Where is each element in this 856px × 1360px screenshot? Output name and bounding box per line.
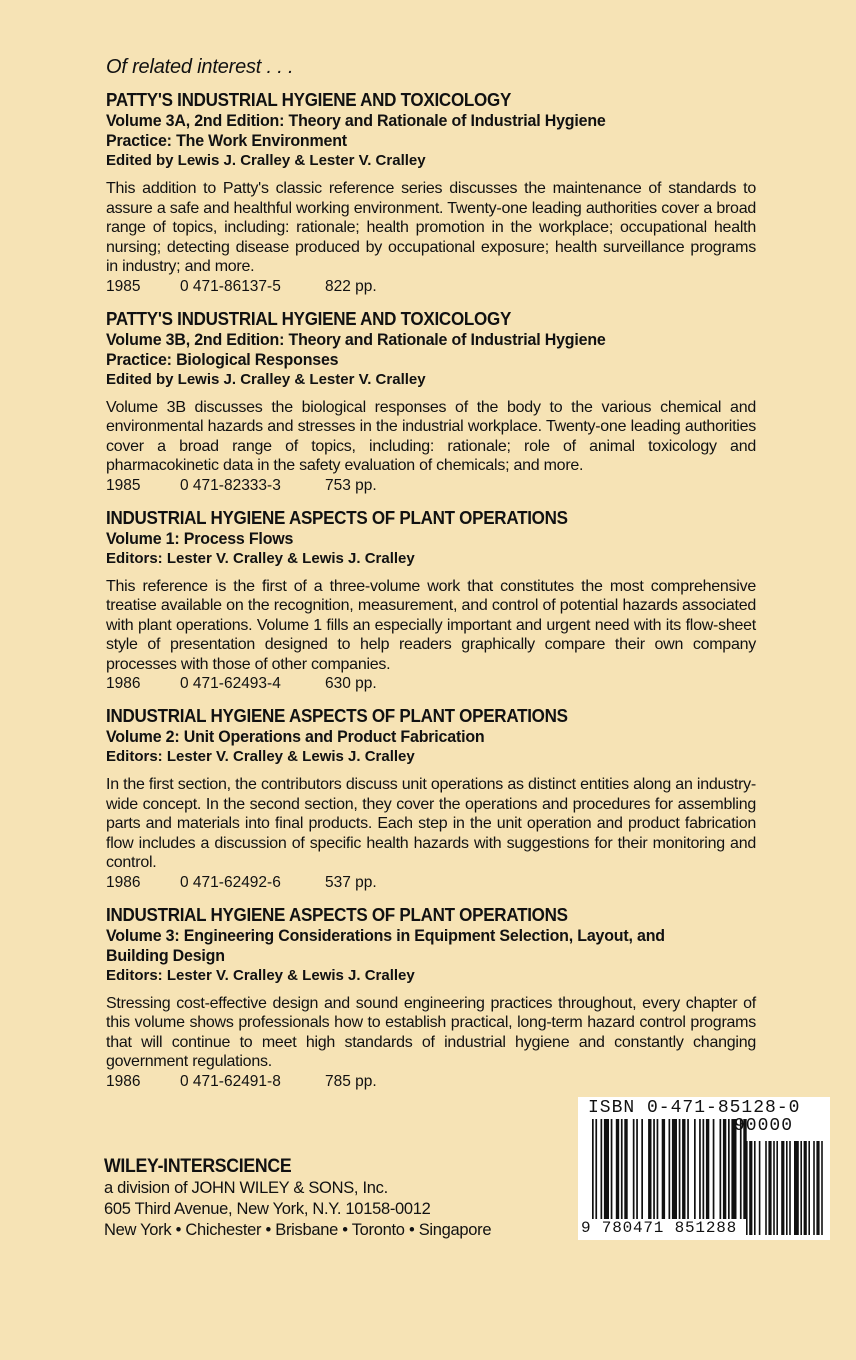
barcode-bar xyxy=(699,1119,701,1219)
barcode-bar xyxy=(713,1119,715,1219)
book-volume-title: Building Design xyxy=(106,945,225,965)
barcode-addon-bar xyxy=(821,1141,823,1235)
book-series-title: INDUSTRIAL HYGIENE ASPECTS OF PLANT OPERATIONS xyxy=(106,705,568,726)
barcode-addon-bar xyxy=(786,1141,788,1235)
barcode-bar xyxy=(636,1119,638,1219)
book-entry xyxy=(106,89,756,296)
barcode-bar xyxy=(720,1119,722,1219)
book-year: 1986 xyxy=(106,1072,141,1090)
publisher-block xyxy=(104,1155,491,1241)
book-year: 1985 xyxy=(106,277,141,295)
book-description: This reference is the first of a three-volume work that constitutes the most comprehensive treatise available on the recognition, measurement, and control of potential hazards associated with plant operations. Volume 1 fills an especially important and urgent need with its flow-sheet style of presentation designed to help readers graphically compare their own company processes with those of other companies. xyxy=(106,577,756,673)
barcode-addon-bar xyxy=(808,1141,810,1235)
barcode-bar xyxy=(687,1119,689,1219)
barcode-addon-bar xyxy=(794,1141,799,1235)
publisher-division: a division of JOHN WILEY & SONS, Inc. xyxy=(104,1179,388,1197)
book-series-title: PATTY'S INDUSTRIAL HYGIENE AND TOXICOLOGY xyxy=(106,89,512,110)
barcode-bar xyxy=(595,1119,597,1219)
barcode-bar xyxy=(679,1119,681,1219)
book-pages: 753 pp. xyxy=(325,476,377,494)
book-volume-title: Practice: The Work Environment xyxy=(106,131,347,150)
book-pages: 630 pp. xyxy=(325,675,377,692)
book-editors: Edited by Lewis J. Cralley & Lester V. Cralley xyxy=(106,370,426,388)
barcode-bar xyxy=(621,1119,623,1219)
book-year: 1986 xyxy=(106,675,141,692)
barcode-price-code: 90000 xyxy=(734,1116,794,1136)
barcode-addon-bar xyxy=(789,1141,791,1235)
book-volume-title: Volume 3A, 2nd Edition: Theory and Rationale of Industrial Hygiene xyxy=(106,111,606,130)
book-editors: Editors: Lester V. Cralley & Lewis J. Cralley xyxy=(106,748,415,765)
barcode-bar xyxy=(648,1119,651,1219)
barcode-addon-bar xyxy=(804,1141,807,1235)
barcode-bar xyxy=(706,1119,709,1219)
book-publication-info xyxy=(106,476,756,495)
book-entry xyxy=(106,507,756,694)
barcode-bar xyxy=(653,1119,655,1219)
barcode-addon-bar xyxy=(749,1141,752,1235)
book-series-title: INDUSTRIAL HYGIENE ASPECTS OF PLANT OPERATIONS xyxy=(106,903,568,925)
barcode-bar xyxy=(641,1119,643,1219)
publisher-address: 605 Third Avenue, New York, N.Y. 10158-0012 xyxy=(104,1200,431,1218)
book-series-title: INDUSTRIAL HYGIENE ASPECTS OF PLANT OPERATIONS xyxy=(106,506,568,528)
book-editors: Edited by Lewis J. Cralley & Lester V. Cralley xyxy=(106,152,426,169)
barcode-bar xyxy=(669,1119,671,1219)
barcode-addon-bar xyxy=(746,1141,748,1235)
book-editors: Editors: Lester V. Cralley & Lewis J. Cralley xyxy=(106,966,415,984)
barcode-addon-bar xyxy=(776,1141,778,1235)
book-volume-title: Practice: Biological Responses xyxy=(106,349,339,369)
book-list xyxy=(106,89,756,1091)
book-isbn: 0 471-62491-8 xyxy=(180,1072,281,1090)
barcode-bar xyxy=(604,1119,609,1219)
publisher-name: WILEY-INTERSCIENCE xyxy=(104,1156,292,1177)
barcode-bar xyxy=(633,1119,635,1219)
barcode-bar xyxy=(662,1119,665,1219)
barcode-ean-digits: 9 780471 851288 xyxy=(581,1219,738,1237)
book-publication-info xyxy=(106,674,756,693)
publisher-cities: New York • Chichester • Brisbane • Toronto • Singapore xyxy=(104,1221,492,1239)
book-entry xyxy=(106,308,756,495)
book-pages: 537 pp. xyxy=(325,873,377,891)
barcode-bar xyxy=(682,1119,685,1219)
book-volume-title: Volume 2: Unit Operations and Product Fabrication xyxy=(106,727,485,746)
barcode-isbn-label: ISBN 0-471-85128-0 xyxy=(588,1098,801,1118)
barcode-bar xyxy=(657,1119,659,1219)
book-publication-info xyxy=(106,1072,756,1091)
barcode-addon-bar xyxy=(773,1141,775,1235)
book-volume-title: Volume 3: Engineering Considerations in Equipment Selection, Layout, and xyxy=(106,925,665,945)
barcode-bar xyxy=(601,1119,603,1219)
barcode-addon-bar xyxy=(800,1141,802,1235)
book-series-title: PATTY'S INDUSTRIAL HYGIENE AND TOXICOLOGY xyxy=(106,307,512,329)
barcode-bar xyxy=(592,1119,594,1219)
barcode-bar xyxy=(723,1119,726,1219)
book-description: Stressing cost-effective design and sound engineering practices throughout, every chapter of this volume shows professionals how to establish practical, long-term hazard control programs that will continue to meet high standards of industrial hygiene and constantly changing government regulations. xyxy=(106,994,756,1070)
book-description: Volume 3B discusses the biological responses of the body to the various chemical and environmental hazards and stresses in the industrial workplace. Twenty-one leading authorities cover a broad range of topics, including: rationale; role of animal toxicology and pharmacokinetic data in the safety evaluation of chemicals; and more. xyxy=(106,398,756,474)
barcode-bar xyxy=(728,1119,730,1219)
barcode-bar xyxy=(611,1119,613,1219)
related-titles xyxy=(106,56,756,1103)
barcode-addon-bar xyxy=(768,1141,771,1235)
book-editors: Editors: Lester V. Cralley & Lewis J. Cralley xyxy=(106,549,415,567)
book-publication-info xyxy=(106,873,756,892)
barcode-addon-bar xyxy=(759,1141,761,1235)
barcode-addon-bar xyxy=(754,1141,756,1235)
book-isbn: 0 471-62492-6 xyxy=(180,873,281,891)
book-year: 1985 xyxy=(106,476,141,494)
book-description: In the first section, the contributors discuss unit operations as distinct entities along an industry-wide concept. In the second section, they cover the operations and procedures for assembling parts and materials into final products. Each step in the unit operation and product fabrication flow includes a discussion of specific health hazards with suggestions for their monitoring and control. xyxy=(106,776,756,871)
barcode-bar xyxy=(703,1119,705,1219)
barcode-addon-bar xyxy=(813,1141,815,1235)
book-entry xyxy=(106,904,756,1091)
book-year: 1986 xyxy=(106,873,141,891)
intro-heading: Of related interest . . . xyxy=(106,56,294,78)
book-publication-info xyxy=(106,277,756,296)
book-volume-title: Volume 1: Process Flows xyxy=(106,528,294,548)
book-pages: 785 pp. xyxy=(325,1072,377,1090)
barcode-bar xyxy=(624,1119,627,1219)
barcode-addon-bar xyxy=(765,1141,767,1235)
book-pages: 822 pp. xyxy=(325,277,377,295)
book-entry xyxy=(106,705,756,892)
book-description: This addition to Patty's classic reference series discusses the maintenance of standards to assure a safe and healthful working environment. Twenty-one leading authorities cover a broad range of topics, including: rationale; health promotion in the workplace; occupational health nursing; detecting disease produced by occupational exposure; health surveillance programs in industry; and more. xyxy=(106,180,756,275)
barcode-bar xyxy=(694,1119,696,1219)
barcode-bar xyxy=(672,1119,677,1219)
isbn-barcode xyxy=(578,1097,830,1240)
barcode-bar xyxy=(616,1119,619,1219)
book-volume-title: Volume 3B, 2nd Edition: Theory and Rationale of Industrial Hygiene xyxy=(106,329,606,349)
book-isbn: 0 471-82333-3 xyxy=(180,476,281,494)
book-isbn: 0 471-62493-4 xyxy=(180,675,281,692)
barcode-addon-bar xyxy=(816,1141,819,1235)
book-isbn: 0 471-86137-5 xyxy=(180,277,281,295)
barcode-addon-bar xyxy=(781,1141,784,1235)
